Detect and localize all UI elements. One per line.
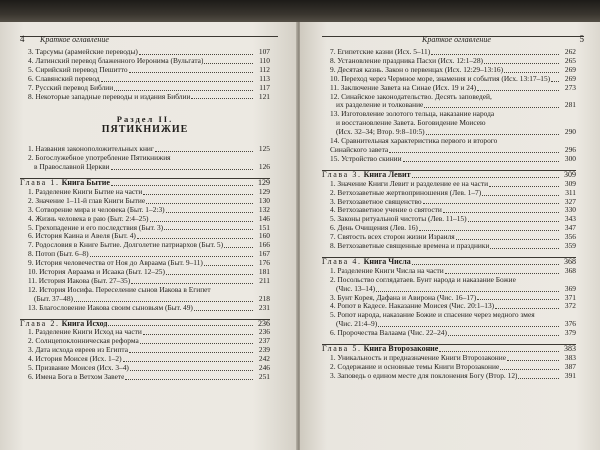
toc-entry[interactable] — [322, 215, 576, 224]
chapter3-entries — [322, 180, 576, 251]
toc-entry-text: 1. Разделение Книги Бытие на части — [28, 187, 143, 196]
toc-entry-text: и восстановление Завета. Боговидение Моисею — [336, 119, 486, 128]
toc-entry[interactable] — [20, 241, 270, 250]
leader-dots — [204, 63, 253, 64]
toc-entry-text: 2. Солнцепоклонническая реформа — [28, 337, 139, 346]
toc-entry[interactable] — [322, 110, 576, 119]
toc-entry-page: 262 — [564, 47, 576, 56]
leader-dots — [125, 379, 253, 380]
chapter5-heading[interactable]: Глава 5. Книга Второзаконие 383 — [322, 344, 576, 354]
leader-dots — [90, 256, 253, 257]
toc-entry-page: 290 — [564, 127, 576, 137]
toc-entry-text: 9. История человечества от Ноя до Авраама (Быт. 9–11) — [28, 259, 203, 268]
toc-entry-text: 10. История Авраама и Исаака (Быт. 12–25) — [28, 268, 165, 277]
right-running-head — [322, 34, 584, 44]
toc-entry-page: 129 — [258, 186, 270, 196]
leader-dots — [130, 370, 253, 371]
toc-entry-page: 372 — [564, 301, 576, 311]
toc-entry[interactable] — [322, 66, 576, 75]
toc-entry-text: 11. История Иакова (Быт. 27–35) — [28, 276, 131, 285]
toc-entry[interactable] — [20, 145, 270, 154]
toc-entry[interactable] — [20, 48, 270, 57]
toc-entry[interactable] — [20, 188, 270, 197]
toc-entry-text: 9. Десятая казнь. Закон о первенцах (Исх. 12:29–13:16) — [330, 65, 504, 74]
toc-entry-text: 1. Разделение Книги Числа на части — [330, 266, 444, 275]
toc-entry-page: 160 — [258, 231, 270, 241]
toc-entry[interactable] — [322, 198, 576, 207]
toc-entry-page: 110 — [259, 55, 270, 65]
leader-dots — [140, 343, 253, 344]
toc-entry[interactable] — [20, 154, 270, 163]
toc-entry[interactable] — [20, 250, 270, 259]
leader-dots — [482, 195, 559, 196]
toc-entry-text: 2. Ветхозаветные жертвоприношения (Лев. 1–7) — [330, 188, 482, 197]
toc-entry-page: 211 — [259, 275, 270, 285]
leader-dots — [419, 230, 559, 231]
toc-entry[interactable] — [20, 206, 270, 215]
chapter1-heading[interactable]: Глава 1. Книга Бытие 129 — [20, 177, 270, 187]
toc-entry[interactable] — [20, 66, 270, 75]
toc-entry-text: 2. Содержание и основные темы Книги Второзаконие — [330, 362, 500, 371]
toc-entry-page: 246 — [258, 363, 270, 373]
leader-dots — [114, 90, 253, 91]
toc-entry-page: 281 — [564, 100, 576, 110]
toc-entry[interactable] — [20, 304, 270, 313]
toc-entry-page: 383 — [564, 353, 576, 362]
toc-entry[interactable] — [20, 93, 270, 102]
toc-entry-text: 15. Устройство скинии — [330, 154, 402, 163]
toc-entry[interactable] — [322, 146, 576, 155]
right-page-number: 5 — [579, 34, 584, 44]
leader-dots — [403, 161, 559, 162]
section-label: Раздел II. — [116, 114, 174, 125]
chapter2-heading[interactable]: Глава 2. Книга Исход 236 — [20, 318, 270, 328]
leader-dots — [551, 81, 559, 82]
leader-dots — [164, 229, 253, 230]
toc-entry-text: 1. Разделение Книги Исход на части — [28, 328, 142, 337]
leader-dots — [504, 72, 559, 73]
toc-entry-text: 3. Ветхозаветное священство — [330, 197, 422, 206]
leader-dots — [468, 221, 559, 222]
leader-dots — [500, 369, 559, 370]
toc-entry-page: 132 — [258, 204, 270, 214]
toc-entry-page: 112 — [259, 64, 270, 74]
toc-entry-text: 7. Египетские казни (Исх. 5–11) — [330, 48, 431, 56]
toc-entry[interactable] — [20, 337, 270, 346]
toc-entry-page: 130 — [258, 195, 270, 205]
toc-entry-text: 8. Ветхозаветные священные времена и праздники — [330, 242, 490, 251]
leader-dots — [423, 203, 559, 204]
leader-dots — [111, 169, 253, 170]
toc-entry-page: 265 — [564, 55, 576, 65]
toc-entry-text: 3. Заповедь о едином месте для поклонения Богу (Втор. 12) — [330, 371, 518, 380]
toc-entry-page: 356 — [564, 232, 576, 242]
toc-entry[interactable] — [20, 232, 270, 241]
leader-dots — [490, 248, 559, 249]
toc-entry-page: 343 — [564, 214, 576, 224]
toc-entry-text: (Быт. 37–48) — [34, 294, 73, 303]
toc-entry[interactable] — [322, 267, 576, 276]
toc-entry[interactable] — [322, 320, 576, 329]
toc-entry[interactable] — [322, 302, 576, 311]
toc-entry[interactable] — [20, 215, 270, 224]
leader-dots — [448, 335, 559, 336]
right-page — [300, 22, 600, 450]
toc-entry-text: 10. Переход через Чермное море, знамения и события (Исх. 13:17–15) — [330, 74, 551, 83]
chapter1-entries — [20, 188, 270, 313]
toc-entry-text: 2. Значение 1–11-й глав Книги Бытие — [28, 196, 146, 205]
toc-entry-text: 6. День Очищения (Лев. 16) — [330, 224, 418, 233]
toc-entry-text: 5. Сирийский перевод Пешитто — [28, 65, 128, 74]
toc-entry[interactable] — [20, 163, 270, 172]
toc-entry-page: 379 — [564, 328, 576, 338]
leader-dots — [123, 361, 253, 362]
toc-entry-text: 3. Тарсумы (арамейские переводы) — [28, 48, 138, 56]
toc-entry-text: 4. Ветхозаветное учение о святости — [330, 206, 442, 215]
chapter4-heading[interactable]: Глава 4. Книга Числа 368 — [322, 256, 576, 266]
toc-entry[interactable] — [20, 286, 270, 295]
leader-dots — [518, 378, 559, 379]
toc-entry-text: (Чис. 13–14) — [336, 284, 376, 293]
leader-dots — [155, 151, 253, 152]
leader-dots — [495, 308, 559, 309]
toc-entry-text: 8. Некоторые западные переводы и издания Библии — [28, 92, 191, 101]
toc-entry-text: в Православной Церкви — [34, 163, 110, 172]
leader-dots — [389, 152, 559, 153]
toc-entry[interactable] — [20, 346, 270, 355]
toc-entry[interactable] — [322, 119, 576, 128]
toc-entry-text: 6. Пророчества Валаама (Чис. 22–24) — [330, 329, 447, 338]
left-running-head-title: Краткое оглавление — [40, 35, 109, 44]
toc-entry[interactable] — [322, 101, 576, 110]
toc-entry[interactable] — [20, 373, 270, 382]
toc-entry-page: 113 — [259, 73, 270, 83]
left-toc — [20, 48, 270, 382]
toc-entry[interactable] — [322, 189, 576, 198]
toc-entry-text: 7. Святость всех сторон жизни Израиля — [330, 233, 455, 242]
leader-dots — [137, 238, 253, 239]
toc-entry-text: 5. Грехопадение и его последствия (Быт. 3) — [28, 223, 164, 232]
toc-entry-page: 368 — [564, 265, 576, 275]
toc-entry-text: 5. Ропот народа, наказание Божие и спасение через медного змея — [330, 311, 535, 320]
toc-entry[interactable] — [322, 276, 576, 285]
toc-entry-text: 6. Славянский перевод — [28, 74, 100, 83]
leader-dots — [139, 54, 253, 55]
toc-entry-page: 391 — [564, 370, 576, 380]
background-edge — [0, 0, 600, 24]
toc-entry-text: 1. Уникальность и предназначение Книги Второзаконие — [330, 354, 506, 362]
toc-entry-text: (Чис. 21:4–9) — [336, 320, 378, 329]
toc-entry-page: 269 — [564, 64, 576, 74]
leader-dots — [143, 194, 253, 195]
toc-entry-page: 327 — [564, 196, 576, 206]
toc-entry-page: 369 — [564, 283, 576, 293]
toc-entry[interactable] — [20, 259, 270, 268]
toc-entry[interactable] — [322, 311, 576, 320]
toc-entry-text: 5. Призвание Моисея (Исх. 3–4) — [28, 364, 129, 373]
toc-entry[interactable] — [20, 295, 270, 304]
toc-entry[interactable] — [20, 57, 270, 66]
toc-entry[interactable] — [322, 75, 576, 84]
leader-dots — [431, 54, 559, 55]
leader-dots — [424, 107, 559, 108]
toc-entry-page: 176 — [258, 258, 270, 268]
right-top-entries — [322, 48, 576, 164]
toc-entry-text: 13. Благословение Иакова своим сыновьям (Быт. 49) — [28, 303, 193, 312]
toc-entry[interactable] — [322, 137, 576, 146]
toc-entry-text: 1. Значение Книги Левит и разделение ее на части — [330, 179, 489, 188]
toc-entry[interactable] — [322, 354, 576, 363]
toc-entry[interactable] — [322, 155, 576, 164]
toc-entry-text: 1. Названия законоположительных книг — [28, 145, 154, 154]
toc-entry-page: 107 — [258, 47, 270, 56]
toc-entry-page: 330 — [564, 205, 576, 215]
toc-entry[interactable] — [322, 329, 576, 338]
toc-entry-text: 7. Родословия в Книге Бытие. Долголетие патриархов (Быт. 5) — [28, 241, 224, 250]
toc-entry-page: 273 — [564, 82, 576, 92]
toc-entry-text: 4. История Моисея (Исх. 1–2) — [28, 355, 122, 364]
leader-dots — [378, 326, 559, 327]
toc-entry-page: 269 — [564, 73, 576, 83]
toc-entry-page: 359 — [564, 241, 576, 251]
leader-dots — [204, 265, 253, 266]
leader-dots — [443, 212, 559, 213]
leader-dots — [477, 299, 559, 300]
toc-entry[interactable] — [322, 48, 576, 57]
toc-entry-text: 3. Бунт Корея, Дафана и Авирона (Чис. 16–17) — [330, 293, 477, 302]
toc-entry-text: 13. Изготовление золотого тельца, наказание народа — [330, 110, 495, 119]
leader-dots — [146, 203, 253, 204]
chapter3-heading[interactable]: Глава 3. Книга Левит 309 — [322, 169, 576, 179]
toc-entry[interactable] — [20, 75, 270, 84]
left-page — [0, 22, 297, 450]
toc-entry-page: 376 — [564, 319, 576, 329]
toc-entry-text: 2. Посольство соглядатаев. Бунт народа и наказание Божие — [330, 275, 516, 284]
toc-entry[interactable] — [20, 197, 270, 206]
toc-entry-page: 126 — [258, 162, 270, 172]
chapter4-entries — [322, 267, 576, 338]
toc-entry[interactable] — [20, 84, 270, 93]
leader-dots — [376, 291, 559, 292]
toc-entry-text: 12. История Иосифа. Переселение сынов Иакова в Египет — [28, 285, 211, 294]
leader-dots — [101, 81, 253, 82]
leader-dots — [129, 352, 253, 353]
toc-entry-page: 218 — [258, 293, 270, 303]
leader-dots — [166, 212, 253, 213]
toc-entry[interactable] — [322, 285, 576, 294]
leader-dots — [74, 301, 253, 302]
toc-entry-text: 5. Законы ритуальной чистоты (Лев. 11–15) — [330, 215, 467, 224]
toc-entry[interactable] — [20, 268, 270, 277]
left-running-head — [20, 34, 278, 44]
toc-entry-page: 300 — [564, 153, 576, 163]
left-page-number: 4 — [20, 34, 25, 44]
toc-entry[interactable] — [322, 363, 576, 372]
toc-entry-page: 231 — [258, 302, 270, 312]
toc-entry-page: 309 — [564, 178, 576, 188]
toc-entry-page: 121 — [258, 91, 270, 101]
toc-entry[interactable] — [20, 277, 270, 286]
toc-entry-text: 2. Богослужебное употребление Пятикнижия — [28, 154, 171, 163]
left-top-entries — [20, 48, 270, 101]
toc-entry[interactable] — [322, 128, 576, 137]
toc-entry-text: 4. Ропот в Кадесе. Наказание Моисея (Чис. 20:1–13) — [330, 302, 495, 311]
toc-entry[interactable] — [322, 93, 576, 102]
toc-entry-page: 296 — [564, 144, 576, 154]
toc-entry-page: 311 — [565, 187, 576, 197]
toc-entry-page: 347 — [564, 223, 576, 233]
toc-entry-text: 6. История Каина и Авеля (Быт. 4) — [28, 232, 136, 241]
leader-dots — [489, 186, 559, 187]
leader-dots — [166, 274, 253, 275]
toc-entry-page: 125 — [258, 144, 270, 154]
toc-entry-text: их разделение и толкование — [336, 101, 424, 110]
leader-dots — [224, 247, 253, 248]
toc-entry-page: 251 — [258, 372, 270, 381]
toc-entry-page: 387 — [564, 361, 576, 371]
toc-entry[interactable] — [322, 294, 576, 303]
toc-entry[interactable] — [322, 242, 576, 251]
toc-entry-page: 371 — [564, 292, 576, 302]
chapter5-entries — [322, 354, 576, 381]
toc-entry-text: 6. Имена Бога в Ветхом Завете — [28, 373, 125, 381]
toc-entry-text: 8. Потоп (Быт. 6–8) — [28, 250, 89, 259]
toc-entry[interactable] — [322, 372, 576, 381]
right-running-head-title: Краткое оглавление — [422, 35, 491, 44]
leader-dots — [507, 360, 559, 361]
toc-entry-page: 181 — [258, 267, 270, 277]
leader-dots — [484, 63, 559, 64]
toc-entry[interactable] — [322, 233, 576, 242]
toc-entry[interactable] — [322, 206, 576, 215]
leader-dots — [191, 98, 253, 99]
toc-entry[interactable] — [20, 224, 270, 233]
leader-dots — [194, 310, 253, 311]
toc-entry-page: 236 — [258, 327, 270, 337]
toc-entry-page: 167 — [258, 249, 270, 259]
toc-entry-text: 11. Заключение Завета на Синае (Исх. 19 и 24) — [330, 83, 477, 92]
toc-entry-text: 7. Русский перевод Библии — [28, 83, 114, 92]
right-toc — [322, 48, 576, 381]
toc-entry-text: (Исх. 32–34; Втор. 9:8–10:5) — [336, 128, 425, 137]
leader-dots — [445, 273, 559, 274]
leader-dots — [456, 239, 559, 240]
toc-entry-page: 146 — [258, 213, 270, 223]
toc-entry-text: 4. Латинский перевод блаженного Иеронима (Вульгата) — [28, 56, 204, 65]
toc-entry-page: 166 — [258, 240, 270, 250]
toc-entry-page: 237 — [258, 336, 270, 346]
leader-dots — [150, 221, 254, 222]
leader-dots — [426, 134, 559, 135]
toc-entry-page: 117 — [259, 82, 270, 92]
toc-entry-text: 8. Установление праздника Пасхи (Исх. 12:1–28) — [330, 56, 484, 65]
leader-dots — [477, 90, 559, 91]
section-title: ПЯТИКНИЖИЕ — [101, 124, 189, 136]
toc-entry-page: 242 — [258, 354, 270, 364]
toc-entry[interactable] — [322, 180, 576, 189]
toc-entry-text: 3. Сотворение мира и человека (Быт. 1–2:3) — [28, 205, 165, 214]
toc-entry[interactable] — [322, 224, 576, 233]
toc-entry[interactable] — [20, 364, 270, 373]
leader-dots — [143, 334, 253, 335]
toc-entry-text: 14. Сравнительная характеристика первого и второго — [330, 137, 498, 146]
toc-entry-text: 12. Синайское законодательство. Десять заповедей, — [330, 92, 492, 101]
toc-entry-page: 239 — [258, 345, 270, 355]
toc-entry-text: 3. Дата исхода евреев из Египта — [28, 346, 129, 355]
intro-entries — [20, 145, 270, 172]
toc-entry-text: 4. Жизнь человека в раю (Быт. 2:4–25) — [28, 214, 149, 223]
toc-entry[interactable] — [322, 57, 576, 66]
chapter2-entries — [20, 328, 270, 381]
toc-entry-page: 151 — [258, 222, 270, 232]
toc-entry[interactable] — [322, 84, 576, 93]
leader-dots — [131, 283, 253, 284]
toc-entry[interactable] — [20, 328, 270, 337]
toc-entry-text: Синайского завета — [330, 145, 389, 154]
leader-dots — [129, 72, 253, 73]
toc-entry[interactable] — [20, 355, 270, 364]
